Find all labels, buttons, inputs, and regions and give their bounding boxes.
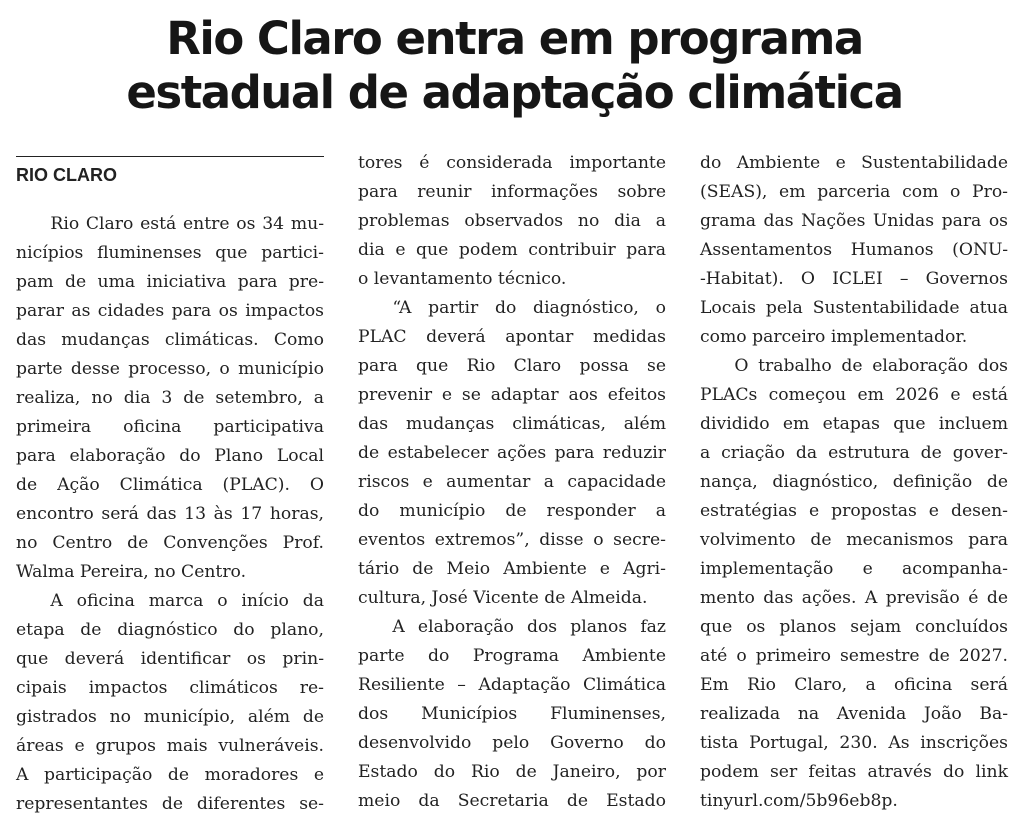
article-line: Em Rio Claro, a oficina será [700,675,1008,695]
article-line: das mudanças climáticas. Como [16,330,324,350]
article-line: que deverá identificar os prin- [16,649,324,669]
article-paragraph [700,352,1008,816]
article-line: cultura, José Vicente de Almeida. [358,588,648,608]
article-line: (SEAS), em parceria com o Pro- [700,182,1008,202]
article-line: etapa de diagnóstico do plano, [16,620,324,640]
article-line: Resiliente – Adaptação Climática [358,675,666,695]
article-line: A participação de moradores e [16,765,324,785]
article-line: A oficina marca o início da [16,591,324,611]
article-line: tinyurl.com/5b96eb8p. [700,791,898,811]
article-line: eventos extremos”, disse o secre- [358,530,666,550]
article-line: para que Rio Claro possa se [358,356,666,376]
article-line: parte desse processo, o município [16,359,324,379]
article-line: PLAC deverá apontar medidas [358,327,666,347]
article-line: áreas e grupos mais vulneráveis. [16,736,324,756]
article-line: nicípios fluminenses que partici- [16,243,324,263]
article-line: do município de responder a [358,501,666,521]
article-line: parte do Programa Ambiente [358,646,666,666]
article-line: cipais impactos climáticos re- [16,678,324,698]
article-line: -Habitat). O ICLEI – Governos [700,269,1008,289]
article-line: tores é considerada importante [358,153,666,173]
article-line: realiza, no dia 3 de setembro, a [16,388,324,408]
article-line: Rio Claro está entre os 34 mu- [16,214,324,234]
article-paragraph [16,210,324,587]
article-line: o levantamento técnico. [358,269,567,289]
article-line: riscos e aumentar a capacidade [358,472,666,492]
article-line: realizada na Avenida João Ba- [700,704,1008,724]
headline-line-2: estadual de adaptação climática [126,66,903,119]
article-line: dia e que podem contribuir para [358,240,666,260]
article-line: pam de uma iniciativa para pre- [16,272,324,292]
article-line: mento das ações. A previsão é de [700,588,1008,608]
article-paragraph [358,294,666,613]
article-line: a criação da estrutura de gover- [700,443,1008,463]
article-line: para reunir informações sobre [358,182,666,202]
article-line: das mudanças climáticas, além [358,414,666,434]
kicker-rule [16,156,324,157]
article-line: tista Portugal, 230. As inscrições [700,733,1008,753]
section-kicker: RIO CLARO [16,165,117,185]
headline [0,12,1029,120]
article-line: como parceiro implementador. [700,327,968,347]
article-paragraph [700,149,1008,352]
article-line: primeira oficina participativa [16,417,324,437]
article-line: parar as cidades para os impactos [16,301,324,321]
article-line: no Centro de Convenções Prof. [16,533,324,553]
article-line: volvimento de mecanismos para [700,530,1008,550]
article-line: para elaboração do Plano Local [16,446,324,466]
article-line: Walma Pereira, no Centro. [16,562,247,582]
article-line: tário de Meio Ambiente e Agri- [358,559,666,579]
article-line: gistrados no município, além de [16,707,324,727]
article-line: meio da Secretaria de Estado [358,791,666,811]
article-line: problemas observados no dia a [358,211,666,231]
article-line: do Ambiente e Sustentabilidade [700,153,1008,173]
article-line: nança, diagnóstico, definição de [700,472,1008,492]
article-column-3 [700,149,1008,816]
article-line: de Ação Climática (PLAC). O [16,475,324,495]
article-line: Assentamentos Humanos (ONU- [700,240,1008,260]
article-line: Estado do Rio de Janeiro, por [358,762,666,782]
article-line: dividido em etapas que incluem [700,414,1008,434]
article-line: que os planos sejam concluídos [700,617,1008,637]
article-line: O trabalho de elaboração dos [700,356,1008,376]
article-paragraph [358,149,666,294]
headline-line-1: Rio Claro entra em programa [166,12,863,65]
article-line: estratégias e propostas e desen- [700,501,1008,521]
article-line: PLACs começou em 2026 e está [700,385,1008,405]
article-line: A elaboração dos planos faz [358,617,666,637]
article-line: grama das Nações Unidas para os [700,211,1008,231]
article-line: desenvolvido pelo Governo do [358,733,666,753]
article-line: dos Municípios Fluminenses, [358,704,666,724]
article-line: podem ser feitas através do link [700,762,1008,782]
article-paragraph [16,587,324,819]
article-line: encontro será das 13 às 17 horas, [16,504,324,524]
article-line: implementação e acompanha- [700,559,1008,579]
article-column-1 [16,210,324,819]
article-column-2 [358,149,666,816]
article-line: de estabelecer ações para reduzir [358,443,666,463]
article-line: “A partir do diagnóstico, o [358,298,666,318]
article-line: prevenir e se adaptar aos efeitos [358,385,666,405]
article-paragraph [358,613,666,816]
article-line: representantes de diferentes se- [16,794,324,814]
article-line: Locais pela Sustentabilidade atua [700,298,1008,318]
article-line: até o primeiro semestre de 2027. [700,646,1008,666]
